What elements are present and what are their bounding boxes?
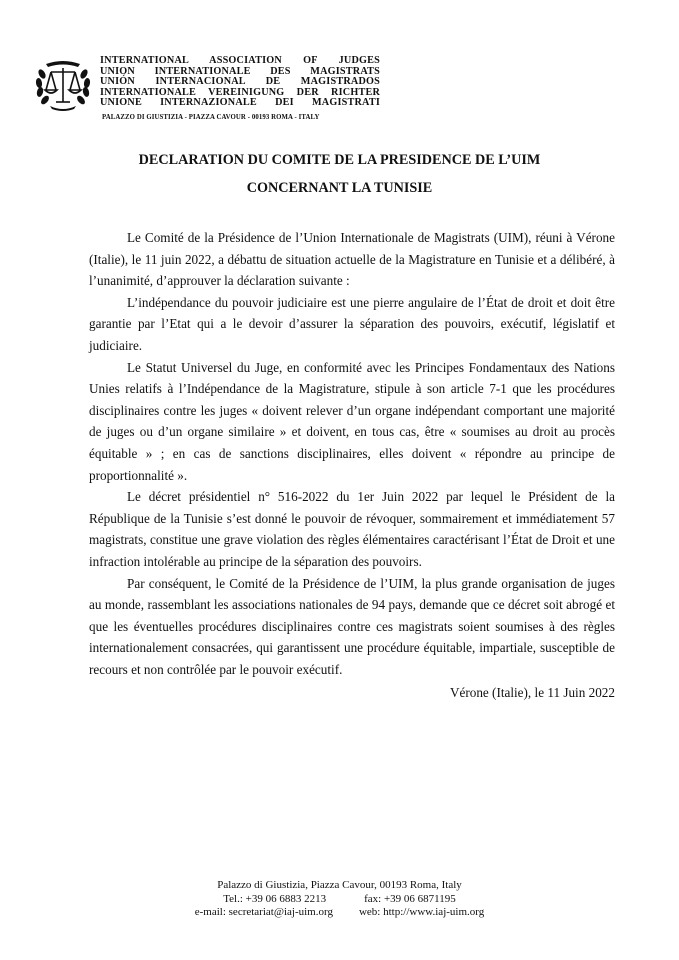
- paragraph-universal-statute: Le Statut Universel du Juge, en conformité avec les Principes Fondamentaux des Nations Unies relatifs à l’Indépendance de la Magistrature, stipule à son article 7-1 que les procédures disciplinaires contre les juges « doivent relever d’un organe indépendant comportant une majorité de juges ou d’un organe similaire » et doivent, en tous cas, être « soumises au droit au procès équitable » ; en cas de sanctions disciplinaires, elles doivent « répondre au principe de proportionnalité ».: [89, 359, 615, 483]
- org-name-spanish: UNIÓN INTERNACIONAL DE MAGISTRADOS: [100, 76, 380, 88]
- footer-fax: fax: +39 06 6871195: [364, 892, 456, 905]
- organization-names: [100, 56, 380, 109]
- footer-address: Palazzo di Giustizia, Piazza Cavour, 00193 Roma, Italy: [217, 879, 462, 891]
- footer-email[interactable]: e-mail: secretariat@iaj-uim.org: [194, 906, 333, 919]
- document-title: DECLARATION DU COMITE DE LA PRESIDENCE DE L’UIM: [138, 152, 541, 168]
- paragraph-demand: Par conséquent, le Comité de la Présidence de l’UIM, la plus grande organisation de juges au monde, rassemblant les associations nationales de 94 pays, demande que ce décret soit abrogé et que les éventuelles procédures disciplinaires contre ces magistrats soient soumises à des règles internationalement consacrées, qui garantissent une procédure équitable, impartiale, susceptible de recours et non contrôlée par le pouvoir exécutif.: [89, 575, 615, 677]
- letterhead-address: PALAZZO DI GIUSTIZIA - PIAZZA CAVOUR - 00193 ROMA - ITALY: [102, 114, 320, 121]
- org-name-german: INTERNATIONALE VEREINIGUNG DER RICHTER: [100, 86, 380, 98]
- paragraph-decree: Le décret présidentiel n° 516-2022 du 1er Juin 2022 par lequel le Président de la République de la Tunisie s’est donné le pouvoir de révoquer, sommairement et immédiatement 57 magistrats, constitue une grave violation des règles élémentaires caractérisant l’État de Droit et une infraction intolérable au principe de la séparation des pouvoirs.: [89, 489, 615, 569]
- paragraph-intro: Le Comité de la Présidence de l’Union Internationale de Magistrats (UIM), réuni à Vérone (Italie), le 11 juin 2022, a débattu de situation actuelle de la Magistrature en Tunisie et a délibéré, à l’unanimité, d’approuver la déclaration suivante :: [89, 230, 615, 289]
- document-subtitle: CONCERNANT LA TUNISIE: [246, 180, 433, 196]
- declaration-body: [89, 227, 615, 680]
- paragraph-independence: L’indépendance du pouvoir judiciaire est une pierre angulaire de l’État de droit et doit être garantie par l’Etat qui a le devoir d’assurer la séparation des pouvoirs, exécutif, législatif et judiciaire.: [89, 294, 615, 353]
- org-name-italian: UNIONE INTERNAZIONALE DEI MAGISTRATI: [100, 97, 380, 109]
- org-name-french: UNION INTERNATIONALE DES MAGISTRATS: [100, 65, 380, 77]
- footer-phone: Tel.: +39 06 6883 2213: [223, 892, 327, 905]
- footer-website[interactable]: web: http://www.iaj-uim.org: [358, 906, 485, 919]
- signature-date: Vérone (Italie), le 11 Juin 2022: [449, 685, 615, 700]
- footer: [0, 879, 679, 920]
- org-name-english: INTERNATIONAL ASSOCIATION OF JUDGES: [100, 55, 380, 66]
- scales-of-justice-icon: [34, 58, 92, 112]
